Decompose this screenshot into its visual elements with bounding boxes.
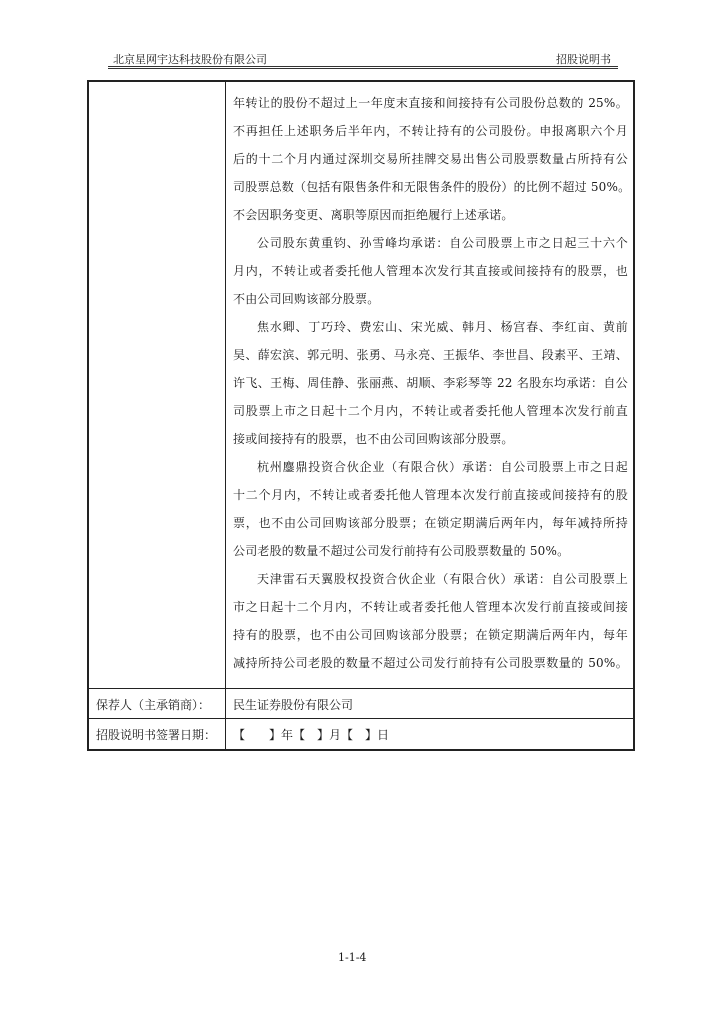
table-row-divider: [87, 718, 635, 719]
text-line: 焦水卿、丁巧玲、费宏山、宋光威、韩月、杨宫春、李红亩、黄前: [257, 320, 628, 334]
text-line: 司股票总数（包括有限售条件和无限售条件的股份）的比例不超过 50%。: [233, 180, 631, 194]
text-line: 减持所持公司老股的数量不超过公司发行前持有公司股票数量的 50%。: [233, 656, 628, 670]
sign-date-label: 招股说明书签署日期：: [96, 728, 217, 742]
text-line: 十二个月内，不转让或者委托他人管理本次发行前直接或间接持有的股: [233, 488, 628, 502]
text-line: 司股票上市之日起十二个月内，不转让或者委托他人管理本次发行前直: [233, 404, 628, 418]
text-line: 昊、薛宏滨、郭元明、张勇、马永亮、王振华、李世昌、段素平、王靖、: [233, 348, 628, 362]
text-line: 年转让的股份不超过上一年度末直接和间接持有公司股份总数的 25%。: [233, 96, 628, 110]
text-line: 不由公司回购该部分股票。: [233, 292, 380, 306]
text-line: 不再担任上述职务后半年内，不转让持有的公司股份。申报离职六个月: [233, 124, 628, 138]
text-line: 后的十二个月内通过深圳交易所挂牌交易出售公司股票数量占所持有公: [233, 152, 628, 166]
sponsor-value: 民生证券股份有限公司: [233, 698, 354, 712]
text-line: 票，也不由公司回购该部分股票；在锁定期满后两年内，每年减持所持: [233, 516, 628, 530]
sign-date-value: 【 】年【 】月【 】日: [233, 728, 390, 742]
header-rule-inner: [108, 68, 618, 69]
text-line: 公司股东黄重钧、孙雪峰均承诺：自公司股票上市之日起三十六个: [257, 236, 628, 250]
text-line: 不会因职务变更、离职等原因而拒绝履行上述承诺。: [233, 208, 514, 222]
header-company: 北京星网宇达科技股份有限公司: [113, 53, 267, 66]
sponsor-label: 保荐人（主承销商）：: [96, 698, 211, 712]
text-line: 杭州鏖鼎投资合伙企业（有限合伙）承诺：自公司股票上市之日起: [257, 460, 628, 474]
text-line: 接或间接持有的股票，也不由公司回购该部分股票。: [233, 432, 514, 446]
text-line: 市之日起十二个月内，不转让或者委托他人管理本次发行前直接或间接: [233, 600, 628, 614]
header-doc-title: 招股说明书: [556, 53, 611, 66]
page-number: 1-1-4: [338, 951, 367, 964]
text-line: 天津雷石天翼股权投资合伙企业（有限合伙）承诺：自公司股票上: [257, 572, 628, 586]
text-line: 公司老股的数量不超过公司发行前持有公司股票数量的 50%。: [233, 544, 570, 558]
header-rule: [108, 66, 618, 67]
text-line: 月内，不转让或者委托他人管理本次发行其直接或间接持有的股票，也: [233, 264, 628, 278]
text-line: 持有的股票，也不由公司回购该部分股票；在锁定期满后两年内，每年: [233, 628, 628, 642]
text-line: 许飞、王梅、周佳静、张丽燕、胡顺、李彩琴等 22 名股东均承诺：自公: [233, 376, 628, 390]
table-column-divider: [225, 80, 226, 751]
table-row-divider: [87, 688, 635, 689]
